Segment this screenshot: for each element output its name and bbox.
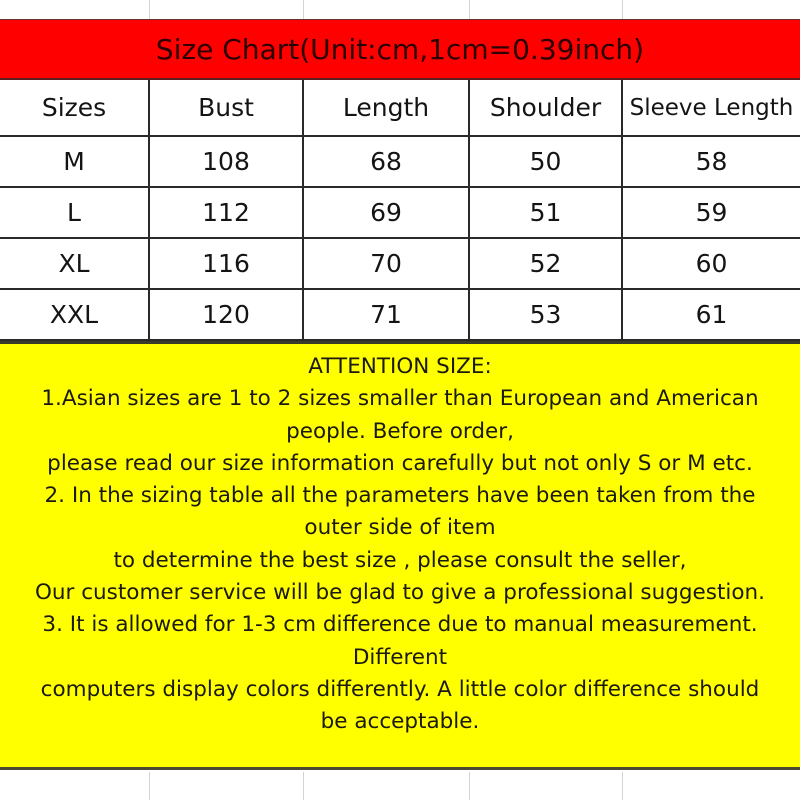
size-table xyxy=(0,80,800,341)
notice-line: 3. It is allowed for 1-3 cm difference due to manual measurement. xyxy=(42,612,758,638)
cell-sleeve-length: 58 xyxy=(622,136,800,187)
cell-shoulder: 51 xyxy=(469,187,622,238)
cell-bust: 108 xyxy=(149,136,303,187)
gridline xyxy=(622,0,623,19)
cell-size: XL xyxy=(0,238,149,289)
notice-line: 2. In the sizing table all the parameters have been taken from the xyxy=(44,483,756,509)
gridline xyxy=(622,772,623,800)
gridline xyxy=(469,0,470,19)
cell-sleeve-length: 59 xyxy=(622,187,800,238)
notice-line: 1.Asian sizes are 1 to 2 sizes smaller than European and American xyxy=(41,386,759,412)
notice-line: please read our size information carefully but not only S or M etc. xyxy=(47,450,753,476)
gridline xyxy=(149,0,150,19)
notice-line: Different xyxy=(352,644,448,670)
cell-shoulder: 53 xyxy=(469,289,622,340)
cell-sleeve-length: 60 xyxy=(622,238,800,289)
notice-line: outer side of item xyxy=(304,515,496,541)
cell-size: M xyxy=(0,136,149,187)
cell-length: 69 xyxy=(303,187,469,238)
cell-length: 70 xyxy=(303,238,469,289)
gridline xyxy=(303,0,304,19)
size-chart-banner xyxy=(0,19,800,80)
table-row xyxy=(0,136,800,187)
gridline xyxy=(469,772,470,800)
cell-bust: 116 xyxy=(149,238,303,289)
notice-heading: ATTENTION SIZE: xyxy=(308,354,492,379)
notice-line: people. Before order, xyxy=(286,418,514,444)
attention-size-notice xyxy=(0,341,800,770)
column-header-length: Length xyxy=(303,80,469,136)
cell-shoulder: 50 xyxy=(469,136,622,187)
notice-line: Our customer service will be glad to give a professional suggestion. xyxy=(35,580,765,606)
gridline xyxy=(149,772,150,800)
table-row xyxy=(0,238,800,289)
column-header-sizes: Sizes xyxy=(0,80,149,136)
column-header-sleeve-length: Sleeve Length xyxy=(622,80,800,136)
cell-length: 68 xyxy=(303,136,469,187)
table-row xyxy=(0,187,800,238)
size-chart-title: Size Chart(Unit:cm,1cm=0.39inch) xyxy=(155,32,645,66)
notice-line: computers display colors differently. A little color difference should xyxy=(40,676,760,702)
cell-bust: 120 xyxy=(149,289,303,340)
notice-line: to determine the best size , please consult the seller, xyxy=(113,547,687,573)
column-header-shoulder: Shoulder xyxy=(469,80,622,136)
column-header-bust: Bust xyxy=(149,80,303,136)
cell-bust: 112 xyxy=(149,187,303,238)
notice-line: be acceptable. xyxy=(320,709,480,735)
cell-size: L xyxy=(0,187,149,238)
gridline xyxy=(303,772,304,800)
cell-sleeve-length: 61 xyxy=(622,289,800,340)
cell-shoulder: 52 xyxy=(469,238,622,289)
cell-size: XXL xyxy=(0,289,149,340)
table-header-row xyxy=(0,80,800,136)
cell-length: 71 xyxy=(303,289,469,340)
table-row xyxy=(0,289,800,340)
